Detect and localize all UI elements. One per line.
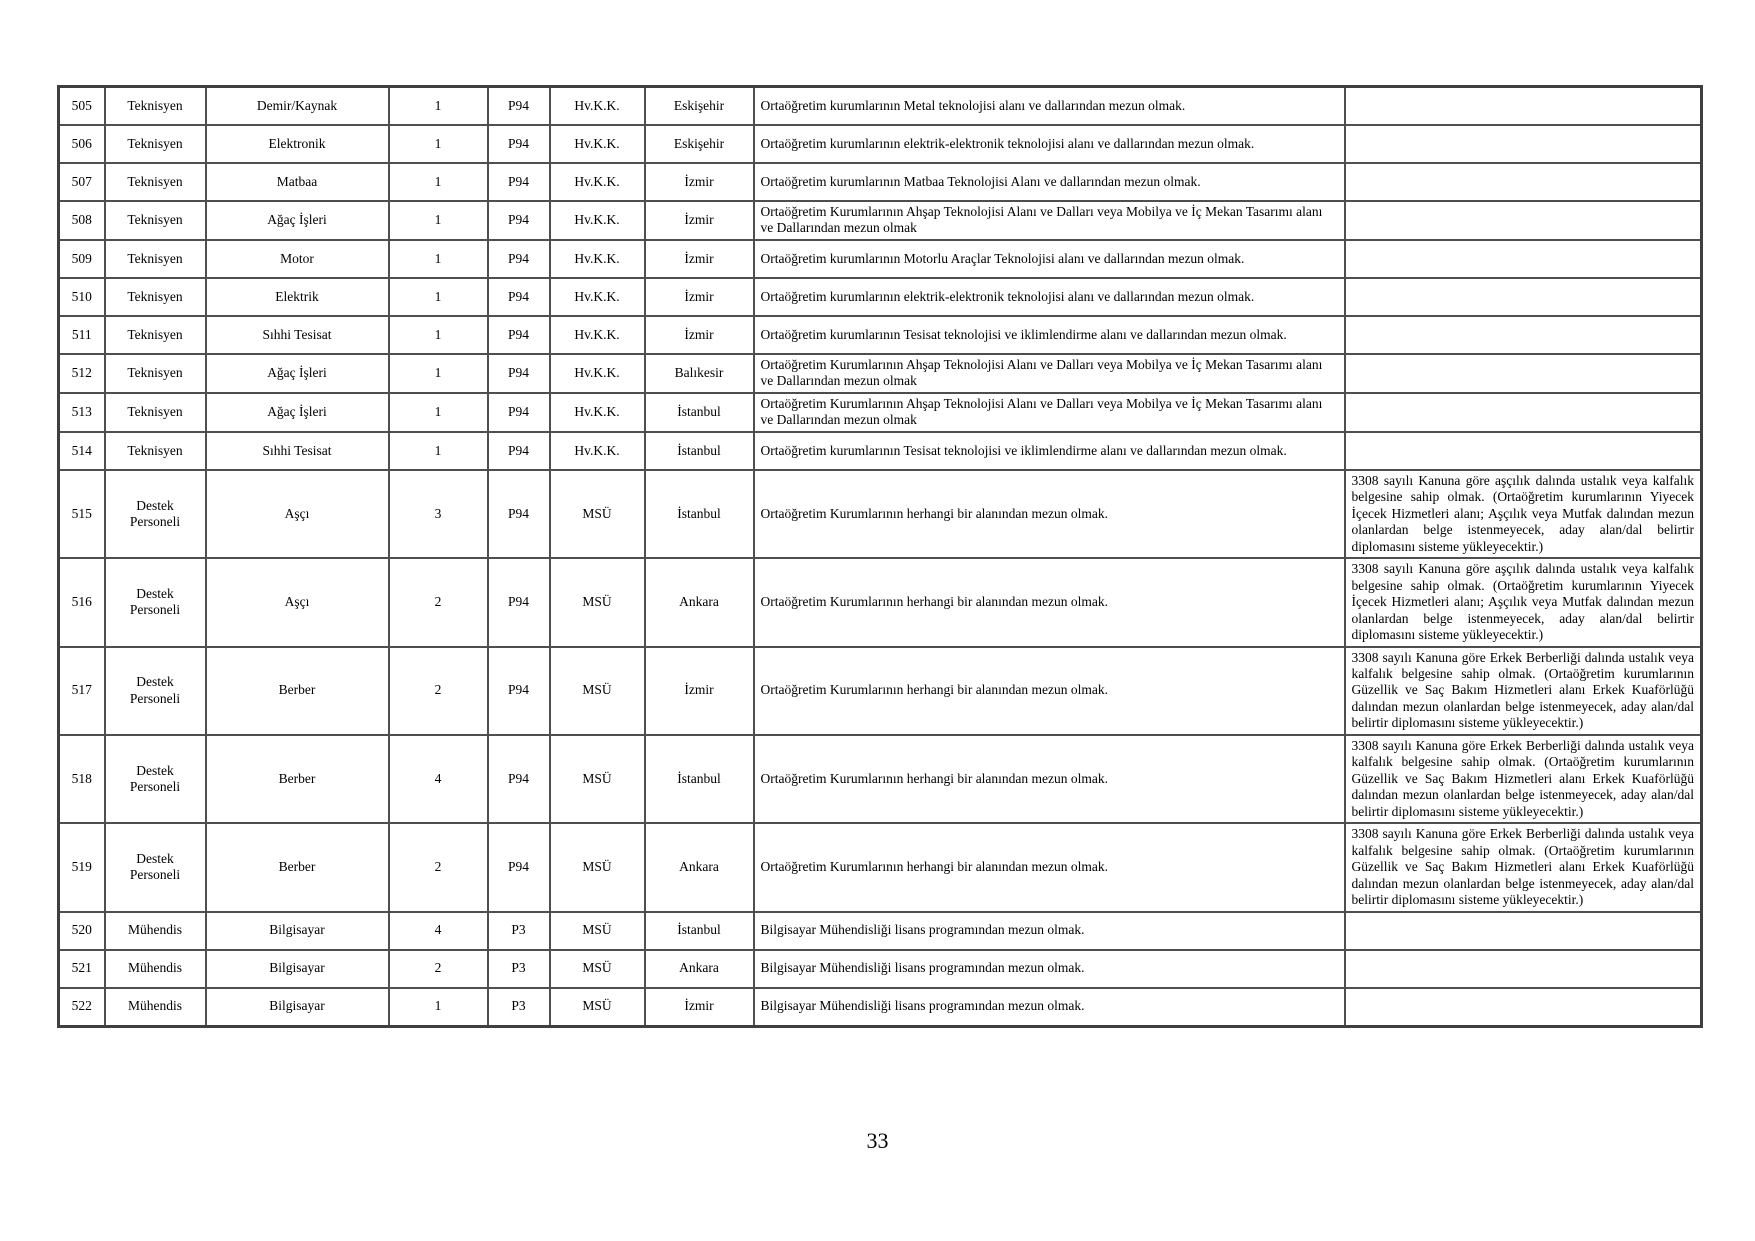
cell-kuvvet: MSÜ [550, 470, 645, 558]
cell-sira-no: 513 [59, 393, 105, 432]
cell-sira-no: 519 [59, 823, 105, 911]
cell-nitelik: Bilgisayar Mühendisliği lisans programından mezun olmak. [754, 912, 1345, 950]
cell-unvan: Mühendis [105, 950, 206, 988]
cell-brans: Demir/Kaynak [206, 87, 389, 126]
cell-aciklama: 3308 sayılı Kanuna göre Erkek Berberliği dalında ustalık veya kalfalık belgesine sahip olmak. (Ortaöğretim kurumlarının Güzellik ve Saç Bakım Hizmetleri alanı Erkek Kuaförlüğü dalından mezun olanlardan belge istenmeyecek, aday alan/dal belirtir diplomasını sisteme yükleyecektir.) [1345, 823, 1702, 911]
cell-nitelik: Ortaöğretim Kurumlarının Ahşap Teknolojisi Alanı ve Dalları veya Mobilya ve İç Mekan Tasarımı alanı ve Dallarından mezun olmak [754, 393, 1345, 432]
table-row [59, 950, 1702, 988]
cell-sira-no: 521 [59, 950, 105, 988]
table-row [59, 470, 1702, 558]
cell-aciklama [1345, 393, 1702, 432]
cell-nitelik: Ortaöğretim kurumlarının Metal teknolojisi alanı ve dallarından mezun olmak. [754, 87, 1345, 126]
cell-il: İstanbul [645, 393, 754, 432]
cell-brans: Elektronik [206, 125, 389, 163]
cell-sira-no: 511 [59, 316, 105, 354]
cell-nitelik: Ortaöğretim Kurumlarının Ahşap Teknolojisi Alanı ve Dalları veya Mobilya ve İç Mekan Tasarımı alanı ve Dallarından mezun olmak [754, 201, 1345, 240]
table-row [59, 354, 1702, 393]
cell-puan-turu: P94 [488, 125, 550, 163]
cell-kuvvet: MSÜ [550, 647, 645, 735]
page-number: 33 [866, 1128, 889, 1153]
cell-puan-turu: P94 [488, 316, 550, 354]
cell-brans: Sıhhi Tesisat [206, 432, 389, 470]
cell-aciklama: 3308 sayılı Kanuna göre aşçılık dalında ustalık veya kalfalık belgesine sahip olmak. (Ortaöğretim kurumlarının Yiyecek İçecek Hizmetleri alanı; Aşçılık veya Mutfak dalından mezun olanlardan belge istenmeyecek, aday alan/dal belirtir diplomasını sisteme yükleyecektir.) [1345, 558, 1702, 646]
cell-sira-no: 515 [59, 470, 105, 558]
job-postings-table-container [57, 85, 1700, 1028]
cell-nitelik: Ortaöğretim kurumlarının Motorlu Araçlar Teknolojisi alanı ve dallarından mezun olmak. [754, 240, 1345, 278]
cell-il: İstanbul [645, 470, 754, 558]
cell-sira-no: 517 [59, 647, 105, 735]
cell-adet: 1 [389, 240, 488, 278]
cell-puan-turu: P94 [488, 558, 550, 646]
table-row [59, 912, 1702, 950]
cell-puan-turu: P94 [488, 87, 550, 126]
table-row [59, 87, 1702, 126]
cell-brans: Berber [206, 647, 389, 735]
cell-aciklama: 3308 sayılı Kanuna göre Erkek Berberliği dalında ustalık veya kalfalık belgesine sahip olmak. (Ortaöğretim kurumlarının Güzellik ve Saç Bakım Hizmetleri alanı Erkek Kuaförlüğü dalından mezun olanlardan belge istenmeyecek, aday alan/dal belirtir diplomasını sisteme yükleyecektir.) [1345, 735, 1702, 823]
cell-puan-turu: P94 [488, 201, 550, 240]
cell-kuvvet: Hv.K.K. [550, 354, 645, 393]
cell-kuvvet: Hv.K.K. [550, 125, 645, 163]
cell-il: İzmir [645, 163, 754, 201]
cell-sira-no: 518 [59, 735, 105, 823]
cell-nitelik: Ortaöğretim kurumlarının elektrik-elektronik teknolojisi alanı ve dallarından mezun olmak. [754, 278, 1345, 316]
cell-aciklama [1345, 950, 1702, 988]
job-postings-table [57, 85, 1703, 1028]
cell-aciklama [1345, 201, 1702, 240]
cell-kuvvet: Hv.K.K. [550, 393, 645, 432]
cell-brans: Sıhhi Tesisat [206, 316, 389, 354]
cell-brans: Ağaç İşleri [206, 201, 389, 240]
cell-unvan: Destek Personeli [105, 647, 206, 735]
cell-sira-no: 522 [59, 988, 105, 1027]
cell-adet: 3 [389, 470, 488, 558]
cell-adet: 2 [389, 950, 488, 988]
cell-il: İstanbul [645, 432, 754, 470]
cell-sira-no: 512 [59, 354, 105, 393]
cell-sira-no: 510 [59, 278, 105, 316]
cell-brans: Bilgisayar [206, 988, 389, 1027]
cell-aciklama [1345, 432, 1702, 470]
cell-il: İzmir [645, 240, 754, 278]
cell-il: İzmir [645, 647, 754, 735]
table-row [59, 163, 1702, 201]
cell-adet: 2 [389, 823, 488, 911]
cell-brans: Berber [206, 823, 389, 911]
cell-brans: Elektrik [206, 278, 389, 316]
cell-brans: Bilgisayar [206, 912, 389, 950]
cell-puan-turu: P94 [488, 278, 550, 316]
cell-il: Eskişehir [645, 125, 754, 163]
cell-brans: Aşçı [206, 558, 389, 646]
cell-sira-no: 505 [59, 87, 105, 126]
cell-adet: 1 [389, 201, 488, 240]
cell-il: İzmir [645, 201, 754, 240]
cell-unvan: Mühendis [105, 988, 206, 1027]
cell-aciklama [1345, 163, 1702, 201]
cell-puan-turu: P94 [488, 647, 550, 735]
cell-adet: 4 [389, 912, 488, 950]
cell-il: İzmir [645, 278, 754, 316]
cell-kuvvet: MSÜ [550, 950, 645, 988]
cell-il: Balıkesir [645, 354, 754, 393]
cell-kuvvet: Hv.K.K. [550, 201, 645, 240]
table-row [59, 432, 1702, 470]
cell-adet: 2 [389, 647, 488, 735]
cell-il: İstanbul [645, 912, 754, 950]
cell-adet: 1 [389, 393, 488, 432]
table-row [59, 823, 1702, 911]
cell-puan-turu: P94 [488, 354, 550, 393]
table-row [59, 647, 1702, 735]
cell-unvan: Teknisyen [105, 240, 206, 278]
cell-unvan: Teknisyen [105, 354, 206, 393]
cell-nitelik: Ortaöğretim kurumlarının Tesisat teknolojisi ve iklimlendirme alanı ve dallarından mezun olmak. [754, 432, 1345, 470]
cell-sira-no: 520 [59, 912, 105, 950]
cell-kuvvet: Hv.K.K. [550, 163, 645, 201]
cell-adet: 1 [389, 125, 488, 163]
cell-sira-no: 507 [59, 163, 105, 201]
cell-puan-turu: P3 [488, 988, 550, 1027]
cell-il: Eskişehir [645, 87, 754, 126]
cell-adet: 1 [389, 163, 488, 201]
cell-aciklama [1345, 912, 1702, 950]
cell-brans: Motor [206, 240, 389, 278]
cell-il: Ankara [645, 823, 754, 911]
cell-kuvvet: MSÜ [550, 558, 645, 646]
cell-puan-turu: P94 [488, 163, 550, 201]
cell-unvan: Teknisyen [105, 201, 206, 240]
cell-unvan: Destek Personeli [105, 558, 206, 646]
cell-adet: 1 [389, 87, 488, 126]
table-row [59, 240, 1702, 278]
cell-aciklama [1345, 278, 1702, 316]
table-row [59, 393, 1702, 432]
cell-aciklama [1345, 988, 1702, 1027]
cell-adet: 1 [389, 988, 488, 1027]
cell-brans: Matbaa [206, 163, 389, 201]
cell-nitelik: Ortaöğretim Kurumlarının herhangi bir alanından mezun olmak. [754, 647, 1345, 735]
cell-nitelik: Ortaöğretim Kurumlarının herhangi bir alanından mezun olmak. [754, 470, 1345, 558]
cell-puan-turu: P94 [488, 735, 550, 823]
cell-puan-turu: P94 [488, 470, 550, 558]
cell-nitelik: Ortaöğretim kurumlarının Matbaa Teknolojisi Alanı ve dallarından mezun olmak. [754, 163, 1345, 201]
cell-kuvvet: Hv.K.K. [550, 278, 645, 316]
table-row [59, 735, 1702, 823]
table-row [59, 125, 1702, 163]
cell-kuvvet: MSÜ [550, 735, 645, 823]
cell-unvan: Destek Personeli [105, 735, 206, 823]
cell-puan-turu: P94 [488, 393, 550, 432]
cell-il: İzmir [645, 316, 754, 354]
cell-kuvvet: Hv.K.K. [550, 87, 645, 126]
cell-il: Ankara [645, 950, 754, 988]
cell-aciklama: 3308 sayılı Kanuna göre aşçılık dalında ustalık veya kalfalık belgesine sahip olmak. (Ortaöğretim kurumlarının Yiyecek İçecek Hizmetleri alanı; Aşçılık veya Mutfak dalından mezun olanlardan belge istenmeyecek, aday alan/dal belirtir diplomasını sisteme yükleyecektir.) [1345, 470, 1702, 558]
cell-sira-no: 508 [59, 201, 105, 240]
cell-unvan: Teknisyen [105, 163, 206, 201]
cell-il: Ankara [645, 558, 754, 646]
cell-puan-turu: P94 [488, 823, 550, 911]
cell-brans: Ağaç İşleri [206, 354, 389, 393]
cell-aciklama [1345, 240, 1702, 278]
cell-nitelik: Ortaöğretim Kurumlarının herhangi bir alanından mezun olmak. [754, 823, 1345, 911]
cell-unvan: Teknisyen [105, 316, 206, 354]
cell-sira-no: 506 [59, 125, 105, 163]
cell-unvan: Teknisyen [105, 432, 206, 470]
cell-brans: Aşçı [206, 470, 389, 558]
cell-nitelik: Bilgisayar Mühendisliği lisans programından mezun olmak. [754, 950, 1345, 988]
cell-aciklama [1345, 316, 1702, 354]
cell-unvan: Mühendis [105, 912, 206, 950]
table-row [59, 201, 1702, 240]
cell-nitelik: Ortaöğretim Kurumlarının herhangi bir alanından mezun olmak. [754, 558, 1345, 646]
cell-adet: 1 [389, 316, 488, 354]
cell-unvan: Teknisyen [105, 278, 206, 316]
cell-puan-turu: P3 [488, 950, 550, 988]
cell-puan-turu: P94 [488, 240, 550, 278]
cell-brans: Ağaç İşleri [206, 393, 389, 432]
cell-nitelik: Bilgisayar Mühendisliği lisans programından mezun olmak. [754, 988, 1345, 1027]
table-row [59, 988, 1702, 1027]
table-row [59, 316, 1702, 354]
cell-adet: 2 [389, 558, 488, 646]
cell-nitelik: Ortaöğretim kurumlarının elektrik-elektronik teknolojisi alanı ve dallarından mezun olmak. [754, 125, 1345, 163]
cell-kuvvet: MSÜ [550, 988, 645, 1027]
cell-puan-turu: P3 [488, 912, 550, 950]
cell-kuvvet: MSÜ [550, 912, 645, 950]
cell-brans: Bilgisayar [206, 950, 389, 988]
cell-kuvvet: Hv.K.K. [550, 432, 645, 470]
cell-adet: 1 [389, 354, 488, 393]
cell-il: İstanbul [645, 735, 754, 823]
cell-il: İzmir [645, 988, 754, 1027]
cell-puan-turu: P94 [488, 432, 550, 470]
cell-adet: 1 [389, 278, 488, 316]
cell-brans: Berber [206, 735, 389, 823]
cell-kuvvet: MSÜ [550, 823, 645, 911]
cell-adet: 4 [389, 735, 488, 823]
cell-aciklama: 3308 sayılı Kanuna göre Erkek Berberliği dalında ustalık veya kalfalık belgesine sahip olmak. (Ortaöğretim kurumlarının Güzellik ve Saç Bakım Hizmetleri alanı Erkek Kuaförlüğü dalından mezun olanlardan belge istenmeyecek, aday alan/dal belirtir diplomasını sisteme yükleyecektir.) [1345, 647, 1702, 735]
cell-aciklama [1345, 354, 1702, 393]
cell-unvan: Teknisyen [105, 125, 206, 163]
cell-unvan: Destek Personeli [105, 470, 206, 558]
cell-nitelik: Ortaöğretim Kurumlarının Ahşap Teknolojisi Alanı ve Dalları veya Mobilya ve İç Mekan Tasarımı alanı ve Dallarından mezun olmak [754, 354, 1345, 393]
cell-aciklama [1345, 87, 1702, 126]
cell-nitelik: Ortaöğretim kurumlarının Tesisat teknolojisi ve iklimlendirme alanı ve dallarından mezun olmak. [754, 316, 1345, 354]
table-row [59, 558, 1702, 646]
cell-unvan: Destek Personeli [105, 823, 206, 911]
cell-adet: 1 [389, 432, 488, 470]
cell-aciklama [1345, 125, 1702, 163]
table-row [59, 278, 1702, 316]
cell-sira-no: 516 [59, 558, 105, 646]
cell-sira-no: 514 [59, 432, 105, 470]
cell-nitelik: Ortaöğretim Kurumlarının herhangi bir alanından mezun olmak. [754, 735, 1345, 823]
cell-unvan: Teknisyen [105, 87, 206, 126]
cell-kuvvet: Hv.K.K. [550, 316, 645, 354]
cell-kuvvet: Hv.K.K. [550, 240, 645, 278]
cell-unvan: Teknisyen [105, 393, 206, 432]
cell-sira-no: 509 [59, 240, 105, 278]
